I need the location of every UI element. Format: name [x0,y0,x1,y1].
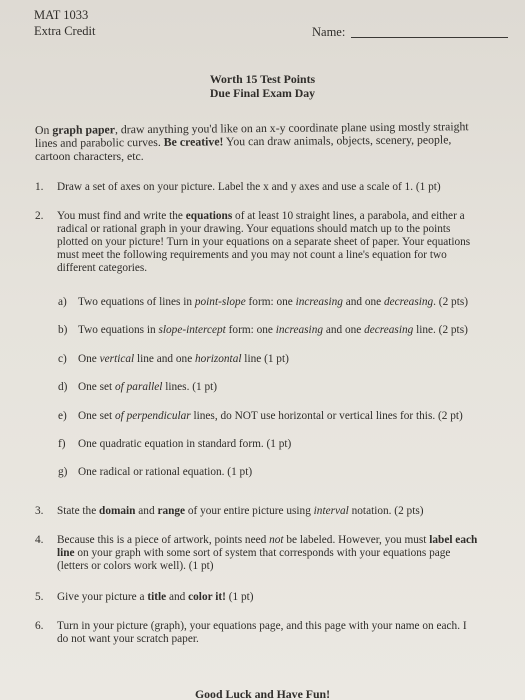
subitem-g-text: One radical or rational equation. (1 pt) [78,466,253,478]
item-2-text: You must find and write the equations of at least 10 straight lines, a parabola, and either a radical or rational graph in your drawing. Your equations should match up to the points plotted on your picture! Turn in your equations on a separate sheet of paper. Your equations must meet the following requirements and you may not count a line's equation for two different categories. [57,210,471,274]
due-date-title: Due Final Exam Day [209,86,316,100]
item-1-number: 1. [35,181,44,193]
item-5-number: 5. [35,591,44,603]
item-4-text: Because this is a piece of artwork, points need not be labeled. However, you must label each line on your graph with some sort of system that corresponds with your equations page (letters or colors work well). (1 pt) [57,534,478,572]
item-3-number: 3. [35,505,44,517]
name-label: Name: [312,25,346,39]
item-5-text: Give your picture a title and color it! (1 pt) [57,591,254,603]
item-1-text: Draw a set of axes on your picture. Label the x and y axes and use a scale of 1. (1 pt) [57,181,441,193]
subitem-c-text: One vertical line and one horizontal line (1 pt) [78,353,289,365]
course-code: MAT 1033 [34,8,89,22]
item-6-number: 6. [35,620,44,632]
item-2-number: 2. [35,210,44,222]
points-title: Worth 15 Test Points [209,72,316,86]
name-blank-line[interactable] [351,37,508,38]
subitem-b-text: Two equations in slope-intercept form: one increasing and one decreasing line. (2 pts) [78,324,468,336]
subitem-f-text: One quadratic equation in standard form. (1 pt) [78,438,292,450]
item-6-text: Turn in your picture (graph), your equations page, and this page with your name on each. I do not want your scratch paper. [57,620,467,645]
footer-good-luck: Good Luck and Have Fun! [194,687,331,700]
subitem-g-label: g) [58,466,68,478]
subitem-d-label: d) [58,381,68,393]
subitem-f-label: f) [58,438,66,450]
extra-credit-label: Extra Credit [34,24,96,38]
item-4-number: 4. [35,534,44,546]
subitem-e-label: e) [58,410,67,422]
subitem-b-label: b) [58,324,68,336]
intro-paragraph: On graph paper, draw anything you'd like on an x-y coordinate plane using mostly straight lines and parabolic curves. Be creative! You can draw animals, objects, scenery, people, cartoon characters, etc. [34,119,469,163]
subitem-a-label: a) [58,296,67,308]
subitem-a-text: Two equations of lines in point-slope form: one increasing and one decreasing. (2 pts) [78,296,468,308]
subitem-e-text: One set of perpendicular lines, do NOT use horizontal or vertical lines for this. (2 pt) [78,410,463,422]
item-3-text: State the domain and range of your entire picture using interval notation. (2 pts) [57,505,424,517]
subitem-d-text: One set of parallel lines. (1 pt) [78,381,218,393]
subitem-c-label: c) [58,353,67,365]
